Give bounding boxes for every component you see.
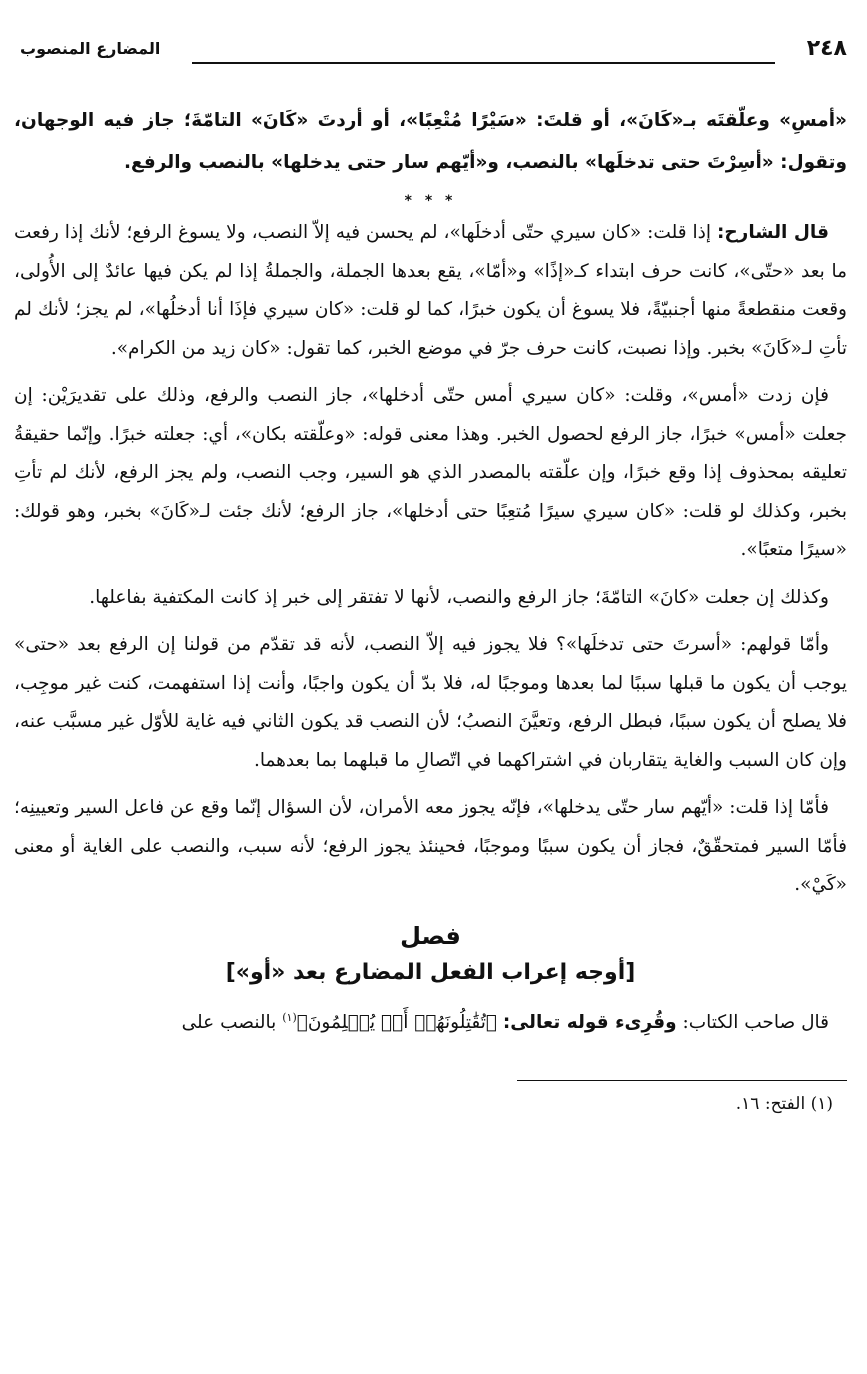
author-prefix: قال صاحب الكتاب: bbox=[682, 1011, 829, 1033]
author-label: وقُرِىء قوله تعالى: bbox=[502, 1011, 677, 1033]
matn-text: «أمسِ» وعلّقتَه بـ«كَانَ»، أو قلتَ: «سَيْرًا مُتْعِبًا»، أو أردتَ «كَانَ» التامّةَ؛ جاز فيه الوجهان، وتقول: «أسِرْتَ حتى تدخلَها» بالنصب، و«أيّهم سار حتى يدخلها» بالنصب والرفع. bbox=[14, 110, 847, 173]
footnote: (١) الفتح: ١٦. bbox=[735, 1093, 833, 1114]
header-rule bbox=[192, 62, 775, 64]
quran-verse: ﴿تُقَٰتِلُونَهُمۡ أَوۡ يُسۡلِمُونَ﴾ bbox=[296, 1011, 498, 1033]
commentary-text-1: إذا قلت: «كان سيري حتّى أدخلَها»، لم يحسن فيه إلاّ النصب، ولا يسوغ الرفع؛ لأنك إذا رفعت ما بعد «حتّى»، كانت حرف ابتداء كـ«إذًا» و«أمّا»، يقع بعدها الجملة، والجملةُ إذا لم يكن فيها عائدٌ إلى الأُولى، وقعت منقطعةً منها أجنبيّةً، فلا يسوغ أن يكون خبرًا، كما لو قلت: «كان سيري فإذَا أنا أدخلُها»، لم يجز؛ لأنك لم تأتِ لـ«كَانَ» بخبر. وإذا نصبت، كانت حرف جرّ في موضع الخبر، كما تقول: «كان زيد من الكرام». bbox=[14, 222, 847, 359]
section-subtitle: [أوجه إعراب الفعل المضارع بعد «أو»] bbox=[225, 959, 636, 985]
commentary-paragraph-2: فإن زدت «أمس»، وقلت: «كان سيري أمس حتّى أدخلها»، جاز النصب والرفع، وذلك على تقديرَيْن: إن جعلت «أمس» خبرًا، جاز الرفع لحصول الخبر. وهذا معنى قوله: «وعلّقته بكان»، أي: جعلته خبرًا. وإنّما حقيقةُ تعليقه بمحذوف إذا وقع خبرًا، وإن علّقته بالمصدر الذي هو السير، وجب النصب، ولم يجز الرفع، لأنك لم تأتِ بخبر، وكذلك لو قلت: «كان سيري سيرًا مُتعِبًا حتى أدخلها»، جاز الرفع؛ لأنك جئت لـ«كَانَ» بخبر، وهو قولك: «سيرًا متعبًا». bbox=[14, 385, 847, 560]
book-page bbox=[14, 34, 847, 1121]
footnote-marker: (١) bbox=[282, 1010, 297, 1024]
commentator-label: قال الشارح: bbox=[716, 222, 829, 243]
page-number: ٢٤٨ bbox=[806, 36, 847, 61]
footnote-rule bbox=[517, 1080, 847, 1081]
author-paragraph bbox=[14, 999, 847, 1042]
running-title: المضارع المنصوب bbox=[20, 39, 161, 58]
commentary-paragraph-1 bbox=[14, 214, 847, 368]
commentary-paragraph-3: وكذلك إن جعلت «كانَ» التامّةَ؛ جاز الرفع والنصب، لأنها لا تفتقر إلى خبر إذ كانت المكتفية بفاعلها. bbox=[89, 586, 829, 608]
section-title: فصل bbox=[400, 921, 461, 950]
section-separator: * * * bbox=[404, 193, 457, 209]
page-header bbox=[14, 34, 847, 72]
author-suffix: بالنصب على bbox=[181, 1011, 277, 1033]
commentary-paragraph-4: وأمّا قولهم: «أسرتَ حتى تدخلَها»؟ فلا يجوز فيه إلاّ النصب، لأنه قد تقدّم من قولنا إن الرفع بعد «حتى» يوجب أن يكون ما قبلها سببًا لما بعدها وموجبًا له، فلا بدّ أن يكون واجبًا، وأنت إذا استفهمت، كنت غير موجِب، فلا يصلح أن يكون سببًا، فبطل الرفع، وتعيَّنَ النصبُ؛ لأن النصب قد يكون الثاني فيه غاية للأوّل غير مسبَّب عنه، وإن كان السبب والغاية يتقاربان في اشتراكهما في اتّصالِ ما قبلهما بما بعدهما. bbox=[14, 634, 847, 771]
commentary-paragraph-5: فأمّا إذا قلت: «أيّهم سار حتّى يدخلها»، فإنّه يجوز معه الأمران، لأن السؤال إنّما وقع عن فاعل السير وتعيينِه؛ فأمّا السير فمتحقّقٌ، فجاز أن يكون سببًا وموجبًا، فحينئذ يجوز الرفع؛ لأنه سبب، والنصب على الغاية أو معنى «كَيْ». bbox=[14, 797, 847, 895]
